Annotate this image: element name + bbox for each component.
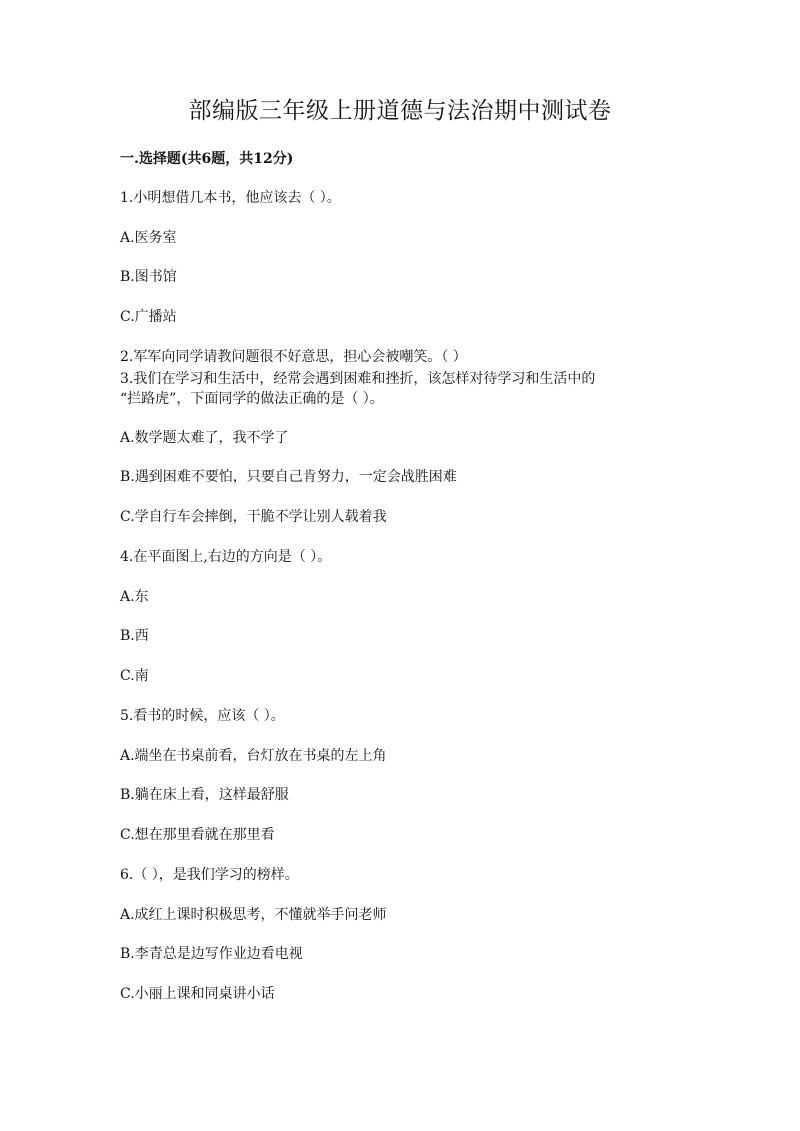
- question-3-option-a: A.数学题太难了，我不学了: [120, 430, 289, 446]
- question-3-option-c: C.学自行车会摔倒，干脆不学让别人载着我: [120, 509, 387, 525]
- question-3-option-b: B.遇到困难不要怕，只要自己肯努力，一定会战胜困难: [120, 469, 457, 485]
- question-4-option-b: B.西: [120, 628, 149, 644]
- question-4-option-c: C.南: [120, 668, 149, 684]
- section-heading: 一.选择题(共6题，共12分): [120, 151, 294, 167]
- question-5-option-b: B.躺在床上看，这样最舒服: [120, 787, 289, 803]
- question-1-option-c: C.广播站: [120, 309, 177, 325]
- question-2-stem: 2.军军向同学请教问题很不好意思，担心会被嘲笑。（ ）: [120, 349, 467, 365]
- question-6-stem: 6.（ ），是我们学习的榜样。: [120, 867, 299, 883]
- question-5-option-a: A.端坐在书桌前看，台灯放在书桌的左上角: [120, 748, 387, 764]
- question-6-option-a: A.成红上课时积极思考，不懂就举手问老师: [120, 907, 387, 923]
- question-4-stem: 4.在平面图上,右边的方向是（ ）。: [120, 549, 332, 565]
- question-6-option-b: B.李青总是边写作业边看电视: [120, 946, 303, 962]
- question-5-option-c: C.想在那里看就在那里看: [120, 827, 275, 843]
- question-5-stem: 5.看书的时候，应该（ ）。: [120, 708, 285, 724]
- question-1-option-a: A.医务室: [120, 230, 177, 246]
- question-4-option-a: A.东: [120, 589, 149, 605]
- question-3-stem-line2: “拦路虎”，下面同学的做法正确的是（ ）。: [120, 391, 384, 407]
- question-3-stem-line1: 3.我们在学习和生活中，经常会遇到困难和挫折，该怎样对待学习和生活中的: [120, 371, 596, 387]
- question-6-option-c: C.小丽上课和同桌讲小话: [120, 986, 275, 1002]
- question-1-option-b: B.图书馆: [120, 269, 177, 285]
- question-1-stem: 1.小明想借几本书，他应该去（ ）。: [120, 190, 341, 206]
- exam-title: 部编版三年级上册道德与法治期中测试卷: [188, 98, 612, 124]
